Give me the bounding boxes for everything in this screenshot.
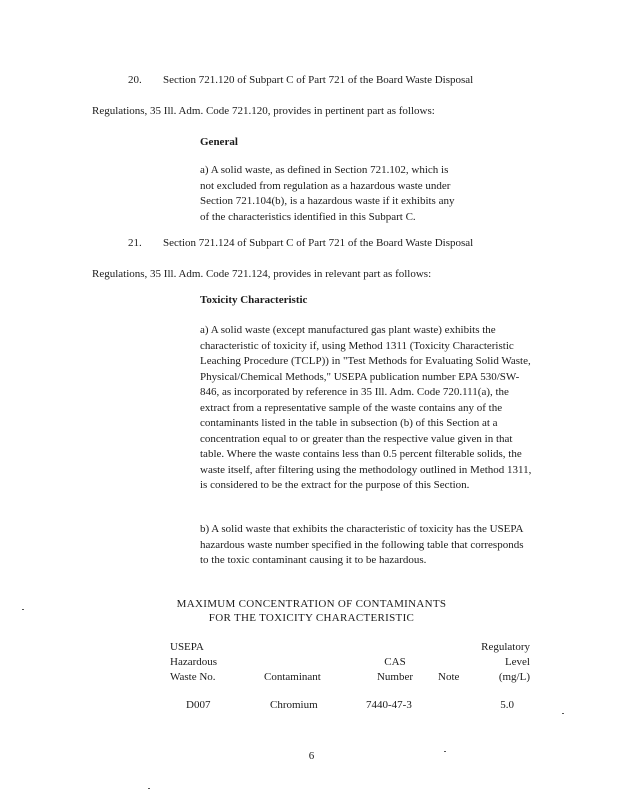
cell-level: 5.0: [500, 699, 514, 711]
header-col5-line3: (mg/L): [498, 671, 530, 683]
header-col4: Note: [438, 671, 460, 683]
para-21-line1: Section 721.124 of Subpart C of Part 721 of the Board Waste Disposal: [163, 237, 474, 249]
cell-waste-no: D007: [186, 699, 211, 711]
header-col5-line2: Level: [504, 656, 530, 668]
quote1-heading: General: [200, 136, 238, 148]
para-20-line2: Regulations, 35 Ill. Adm. Code 721.120, provides in pertinent part as follows:: [92, 105, 435, 117]
quote2-text-a: a) A solid waste (except manufactured gas plant waste) exhibits the characteristic of toxicity if, using Method 1311 (Toxicity Characteristic Leaching Procedure (TCLP)) in "Test Methods for Evaluating Solid Waste, Physical/Chemical Methods," USEPA publication number EPA 530/SW-846, as incorporated by reference in 35 Ill. Adm. Code 720.111(a), the extract from a representative sample of the waste contains any of the contaminants listed in the table in subsection (b) of this Section at a concentration equal to or greater than the respective value given in that table. Where the waste contains less than 0.5 percent filterable solids, the waste itself, after filtering using the methodology outlined in Method 1311, is considered to be the extract for the purpose of this Section.: [200, 324, 532, 491]
quote1-text: a) A solid waste, as defined in Section 721.102, which is not excluded from regulation as a hazardous waste under Section 721.104(b), is a hazardous waste if it exhibits any of the characteristics identified in this Subpart C.: [200, 164, 455, 223]
page-number: 6: [308, 750, 315, 762]
header-col1-line1: USEPA: [170, 641, 204, 653]
quote2-heading: Toxicity Characteristic: [200, 294, 308, 306]
header-col3-line2: Number: [376, 671, 414, 683]
para-21-line2: Regulations, 35 Ill. Adm. Code 721.124, provides in relevant part as follows:: [92, 268, 432, 280]
header-col5-line1: Regulatory: [481, 641, 530, 653]
scan-speck: [562, 713, 564, 714]
cell-contaminant: Chromium: [270, 699, 318, 711]
header-col3-line1: CAS: [384, 656, 406, 668]
header-col1-line3: Waste No.: [170, 671, 216, 683]
cell-cas: 7440-47-3: [366, 699, 412, 711]
scan-speck: [22, 609, 24, 610]
scan-speck: [148, 788, 150, 789]
para-20-number: 20.: [128, 74, 142, 86]
scan-speck: [444, 751, 446, 752]
table-title-line1: MAXIMUM CONCENTRATION OF CONTAMINANTS: [176, 598, 447, 610]
header-col1-line2: Hazardous: [170, 656, 218, 668]
table-title-line2: FOR THE TOXICITY CHARACTERISTIC: [208, 612, 415, 624]
header-col2: Contaminant: [264, 671, 321, 683]
quote1-body: [200, 163, 465, 225]
quote2-body-a: [200, 323, 538, 494]
quote2-body-b: [200, 522, 530, 569]
para-20-line1: Section 721.120 of Subpart C of Part 721 of the Board Waste Disposal: [163, 74, 474, 86]
quote2-text-b: b) A solid waste that exhibits the characteristic of toxicity has the USEPA hazardous waste number specified in the following table that corresponds to the toxic contaminant causing it to be hazardous.: [200, 523, 524, 566]
para-21-number: 21.: [128, 237, 142, 249]
